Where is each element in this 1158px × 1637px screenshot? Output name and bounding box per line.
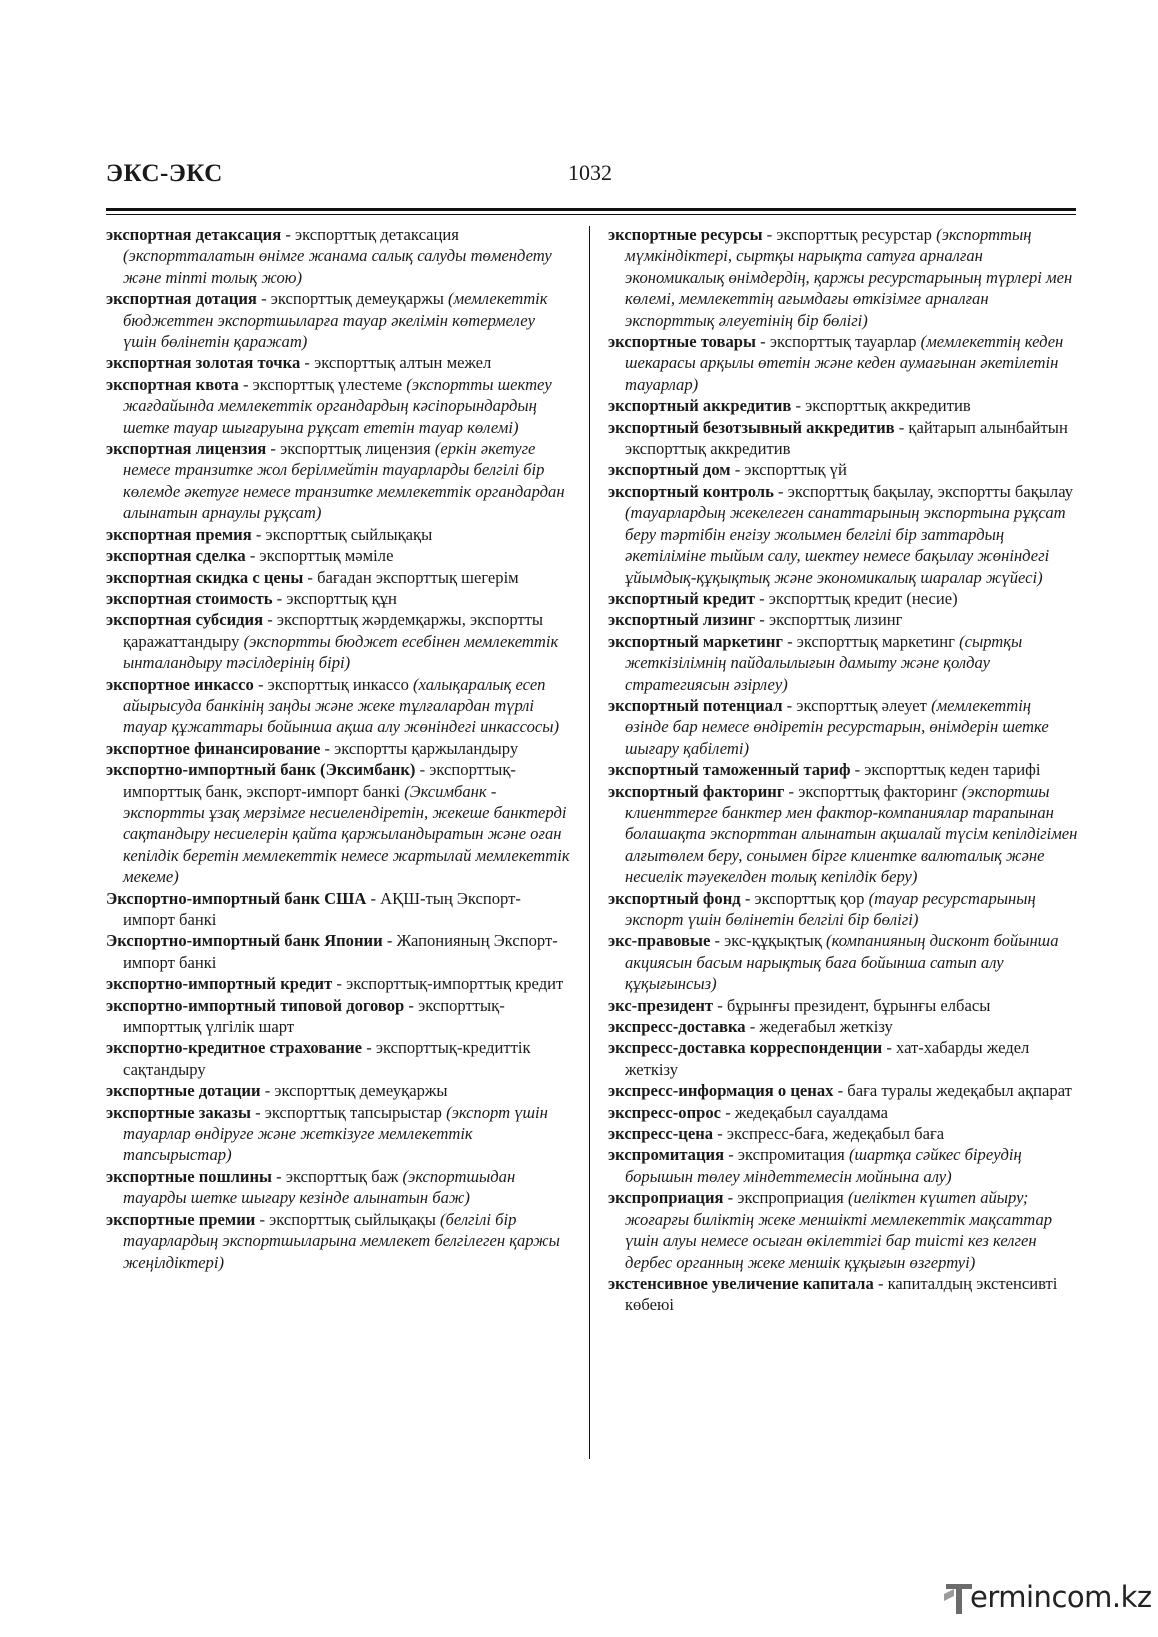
entry-note: (еркін әкетуге немесе транзитке жол берілмейтін тауарларды белгілі бір көлемде әкетуге немесе транзитке мемлекеттік органдардан алынатын арнаулы рұқсат): [123, 439, 565, 523]
entry-term: экспортная квота: [106, 374, 239, 394]
entry-term: экс-правовые: [608, 931, 711, 951]
entry-translation: - экспорттық маркетинг: [782, 631, 960, 651]
dictionary-entry: [106, 1166, 571, 1209]
entry-note: (экспортшыдан тауарды шетке шығару кезінде алынатын баж): [123, 1166, 516, 1208]
entry-translation: - бұрынғы президент, бұрынғы елбасы: [713, 995, 991, 1015]
entry-term: экспортные премии: [106, 1209, 256, 1229]
entry-translation: - экспорттық кредит (несие): [754, 588, 958, 608]
entry-term: экспортный маркетинг: [608, 631, 783, 651]
dictionary-entry: [608, 395, 1078, 416]
entry-term: экспортные дотации: [106, 1081, 261, 1101]
entry-note: (мемлекеттің кеден шекарасы арқылы өтетін және кеден аумағынан әкетілетін тауарлар): [625, 332, 1064, 394]
entry-term: экспортная премия: [106, 524, 252, 544]
dictionary-entry: [608, 481, 1078, 588]
entry-note: (Эксимбанк - экспортты ұзақ мерзімге несиелендіретін, жекеше банктерді сақтандыру несиелерін қайта қаржыландыратын және оған кепілдік беретін мемлекеттік немесе жартылай мемлекеттік мекеме): [123, 781, 570, 887]
entry-translation: - экспорттық-импорттық кредит: [332, 974, 564, 994]
header-rule-thick: [106, 208, 1076, 211]
dictionary-entry: [608, 888, 1078, 931]
entry-term: экспортно-импортный банк (Эксимбанк): [106, 760, 416, 780]
entry-note: (халықаралық есеп айырысуда банкінің заңды және жеке тұлғалардан түрлі тауар құжаттары бойынша ақша алу жөніндегі инкассосы): [123, 674, 560, 737]
dictionary-entry: [106, 352, 571, 373]
entry-note: (мемлекеттің өзінде бар немесе өндіретін ресурстарын, өнімдерін шетке шығару қабілеті): [625, 695, 1049, 758]
dictionary-entry: [608, 995, 1078, 1016]
entry-note: (сыртқы жеткізілімнің пайдалылығын дамыту және қолдау стратегиясын әзірлеу): [625, 631, 1023, 694]
dictionary-entry: [608, 1102, 1078, 1123]
entry-term: экспресс-опрос: [608, 1102, 722, 1122]
dictionary-entry: [106, 1209, 571, 1273]
entry-note: (экспорт үшін тауарлар өндіруге және жеткізуге мемлекеттік тапсырыстар): [123, 1102, 548, 1165]
entry-term: экспортная дотация: [106, 289, 257, 309]
entry-translation: - экспромитация: [724, 1145, 849, 1165]
entry-term: экспортные ресурсы: [608, 225, 763, 244]
entry-translation: - экспорттық сыйлықақы: [255, 1209, 440, 1229]
termincom-logo: [944, 1576, 1152, 1620]
entry-translation: - экспорттық үлестеме: [238, 374, 407, 394]
entry-term: экстенсивное увеличение капитала: [608, 1273, 874, 1293]
entry-term: экспортная золотая точка: [106, 353, 301, 373]
dictionary-entry: [608, 1144, 1078, 1187]
entry-term: экспортный контроль: [608, 481, 774, 501]
entry-translation: - экспорттық тапсырыстар: [250, 1102, 447, 1122]
entry-note: (компанияның дисконт бойынша акциясын басым нарықтық баға бойынша сатып алу құқығынсыз): [625, 931, 1059, 994]
dictionary-entry: [106, 759, 571, 887]
entry-term: экспортный потенциал: [608, 695, 783, 715]
dictionary-entry: [608, 1273, 1078, 1316]
dictionary-entry: [608, 1080, 1078, 1101]
entry-term: экспресс-информация о ценах: [608, 1081, 834, 1101]
dictionary-entry: [608, 224, 1078, 331]
dictionary-entry: [106, 738, 571, 759]
entry-translation: - капиталдың экстенсивті көбеюі: [625, 1273, 1058, 1315]
entry-note: (экспортты бюджет есебінен мемлекеттік ынталандыру тәсілдерінің бірі): [123, 631, 559, 673]
entry-note: (тауар ресурстарының экспорт үшін бөлінетін белгілі бір бөлігі): [625, 888, 1036, 929]
entry-note: (тауарлардың жекелеген санаттарының экспортына рұқсат беру тәртібін енгізу жолымен белгілі бір заттардың әкетіліміне тыйым салу, шектеу немесе бақылау жөніндегі ұйымдық-құқықтық және экономикалық шаралар жүйесі): [625, 503, 1066, 587]
entry-term: экспортное финансирование: [106, 738, 321, 758]
entry-translation: - экспорттық бақылау, экспортты бақылау: [773, 481, 1074, 501]
entry-term: экспромитация: [608, 1145, 725, 1165]
entry-term: экспортные пошлины: [106, 1166, 272, 1186]
entry-translation: - экспорттық-импорттық үлгілік шарт: [123, 995, 505, 1037]
entry-term: экспортная лицензия: [106, 439, 267, 459]
entry-translation: - экспорттық баж: [272, 1166, 403, 1186]
entry-term: экспресс-цена: [608, 1124, 714, 1144]
dictionary-entry: [608, 459, 1078, 480]
entry-translation: - экспорттық құн: [272, 588, 397, 608]
right-column: [608, 224, 1078, 1316]
dictionary-entry: [608, 631, 1078, 695]
entry-translation: - экспорттық лизинг: [755, 610, 903, 630]
left-column: [106, 224, 571, 1273]
entry-translation: - экс-құқықтық: [710, 931, 827, 951]
dictionary-entry: [106, 588, 571, 609]
dictionary-entry: [106, 1037, 571, 1080]
dictionary-entry: [106, 888, 571, 931]
entry-term: экспортный факторинг: [608, 781, 785, 801]
entry-translation: - жедеқабыл сауалдама: [721, 1102, 889, 1122]
entry-note: (экспортшы клиенттерге банктер мен фактор-компаниялар тарапынан болашақта экспорттан алынатын ақшалай түсім кепілдігімен алғытөлем беру, сонымен бірге клиентке валюталық және несиелік тәуекелден толық кепілдік беру): [625, 781, 1078, 887]
dictionary-entry: [106, 995, 571, 1038]
entry-translation: - экспорттық жәрдемқаржы, экспортты қаражаттандыру: [123, 610, 544, 651]
termincom-watermark-text: ermincom.kz: [970, 1580, 1152, 1614]
entry-term: экспортно-кредитное страхование: [106, 1038, 363, 1058]
entry-translation: - экспорттық демеуқаржы: [260, 1081, 448, 1101]
entry-term: экспортный фонд: [608, 888, 741, 908]
entry-translation: - экспорттық-кредиттік сақтандыру: [123, 1038, 531, 1079]
entry-term: экспортная субсидия: [106, 610, 264, 630]
dictionary-entry: [106, 438, 571, 524]
dictionary-entry: [608, 588, 1078, 609]
entry-translation: - экспорттық факторинг: [784, 781, 962, 801]
dictionary-entry: [608, 331, 1078, 395]
dictionary-entry: [106, 524, 571, 545]
entry-term: экспортный безотзывный аккредитив: [608, 417, 895, 437]
entry-term: экспортный таможенный тариф: [608, 760, 851, 780]
dictionary-entry: [106, 545, 571, 566]
dictionary-entry: [106, 930, 571, 973]
entry-translation: - экспроприация: [723, 1188, 848, 1208]
page-number: 1032: [568, 160, 612, 185]
entry-term: экспортная стоимость: [106, 588, 273, 608]
entry-translation: - қайтарып алынбайтын экспорттық аккредитив: [625, 417, 1068, 459]
page-header: [106, 160, 1076, 196]
dictionary-entry: [106, 973, 571, 994]
entry-translation: - экспорттық демеуқаржы: [256, 289, 449, 309]
entry-translation: - экспорттық детаксация: [281, 225, 459, 244]
entry-translation: - хат-хабарды жедел жеткізу: [625, 1038, 1030, 1079]
entry-translation: - экспорттық ресурстар: [762, 225, 937, 244]
dictionary-entry: [608, 609, 1078, 630]
entry-term: экспортный аккредитив: [608, 396, 792, 416]
entry-translation: - АҚШ-тың Экспорт-импорт банкі: [123, 888, 521, 929]
entry-note: (мемлекеттік бюджеттен экспортшыларға тауар әкелімін көтермелеу үшін бөлінетін қаражат): [123, 289, 548, 352]
entry-translation: - экспорттық әлеует: [782, 695, 932, 715]
entry-note: (шартқа сәйкес біреудің борышын төлеу міндеттемесін мойнына алу): [625, 1145, 1022, 1186]
entry-term: экспортная детаксация: [106, 225, 282, 244]
entry-translation: - жедеғабыл жеткізу: [745, 1017, 893, 1037]
entry-translation: - экспорттық тауарлар: [756, 332, 921, 352]
entry-note: (иеліктен күштеп айыру; жоғарғы биліктің жеке меншікті мемлекеттік мақсаттар үшін алуы немесе осыған өкілеттігі бар тиісті кез келген дербес органның жеке меншік құқығын өзгертуі): [625, 1188, 1053, 1272]
dictionary-entry: [106, 374, 571, 438]
entry-translation: - экспорттық аккредитив: [791, 396, 971, 416]
dictionary-entry: [608, 417, 1078, 460]
entry-translation: - экспресс-баға, жедеқабыл баға: [713, 1124, 945, 1144]
dictionary-entry: [608, 759, 1078, 780]
entry-term: экс-президент: [608, 995, 714, 1015]
dictionary-entry: [106, 1102, 571, 1166]
entry-note: (экспорттың мүмкіндіктері, сыртқы нарықта сатуға арналған экономикалық өнімдердің, қаржы ресурстарының түрлері мен көлемі, мемлекеттің ағымдағы өткізімге арналған экспорттық әлеуетінің бір бөлігі): [625, 225, 1073, 330]
entry-translation: - баға туралы жедеқабыл ақпарат: [833, 1081, 1072, 1101]
dictionary-entry: [608, 1037, 1078, 1080]
entry-translation: - Жапонияның Экспорт-импорт банкі: [123, 931, 558, 972]
entry-note: (экспортты шектеу жағдайында мемлекеттік органдардың кәсіпорындардың шетке тауар шығаруына рұқсат ететін тауар көлемі): [123, 374, 552, 437]
dictionary-entry: [106, 288, 571, 352]
dictionary-entry: [106, 674, 571, 738]
entry-translation: - бағадан экспорттық шегерім: [303, 567, 519, 587]
entry-term: экспортно-импортный типовой договор: [106, 995, 405, 1015]
entry-note: (экспортталатын өнімге жанама салық салуды төмендету және тіпті толық жою): [123, 246, 552, 287]
entry-term: экспортно-импортный кредит: [106, 974, 333, 994]
entry-term: экспортные товары: [608, 332, 756, 352]
entry-translation: - экспорттық лицензия: [266, 439, 435, 459]
entry-translation: - экспорттық-импорттық банк, экспорт-импорт банкі: [123, 760, 516, 801]
dictionary-entry: [106, 609, 571, 673]
entry-translation: - экспорттық инкассо: [253, 674, 414, 694]
dictionary-entry: [608, 695, 1078, 759]
entry-term: экспортная скидка с цены: [106, 567, 304, 587]
entry-term: экспортное инкассо: [106, 674, 254, 694]
dictionary-entry: [608, 1187, 1078, 1273]
entry-term: экспортный лизинг: [608, 610, 756, 630]
entry-translation: - экспорттық алтын межел: [300, 353, 492, 373]
entry-translation: - экспорттық мәміле: [245, 546, 394, 566]
entry-translation: - экспортты қаржыландыру: [320, 738, 519, 758]
dictionary-entry: [106, 1080, 571, 1101]
entry-translation: - экспорттық сыйлықақы: [251, 524, 433, 544]
dictionary-entry: [608, 1123, 1078, 1144]
page-range-title: ЭКС-ЭКС: [106, 160, 223, 187]
entry-term: экспроприация: [608, 1188, 724, 1208]
entry-translation: - экспорттық үй: [730, 460, 847, 480]
dictionary-entry: [608, 1016, 1078, 1037]
entry-term: экспортные заказы: [106, 1102, 251, 1122]
entry-note: (белгілі бір тауарлардың экспортшыларына мемлекет белгілеген қаржы жеңілдіктері): [123, 1209, 560, 1272]
dictionary-entry: [608, 781, 1078, 888]
entry-term: экспресс-доставка корреспонденции: [608, 1038, 883, 1058]
entry-term: экспресс-доставка: [608, 1017, 746, 1037]
entry-translation: - экспорттық қор: [740, 888, 869, 908]
entry-term: Экспортно-импортный банк США: [106, 888, 367, 908]
dictionary-entry: [106, 224, 571, 288]
entry-translation: - экспорттық кеден тарифі: [850, 760, 1041, 780]
entry-term: экспортный дом: [608, 460, 731, 480]
entry-term: экспортный кредит: [608, 588, 755, 608]
entry-term: экспортная сделка: [106, 546, 246, 566]
header-rule-thin: [106, 214, 1076, 215]
dictionary-entry: [608, 930, 1078, 994]
dictionary-entry: [106, 567, 571, 588]
column-divider: [589, 226, 590, 1459]
entry-term: Экспортно-импортный банк Японии: [106, 931, 383, 951]
